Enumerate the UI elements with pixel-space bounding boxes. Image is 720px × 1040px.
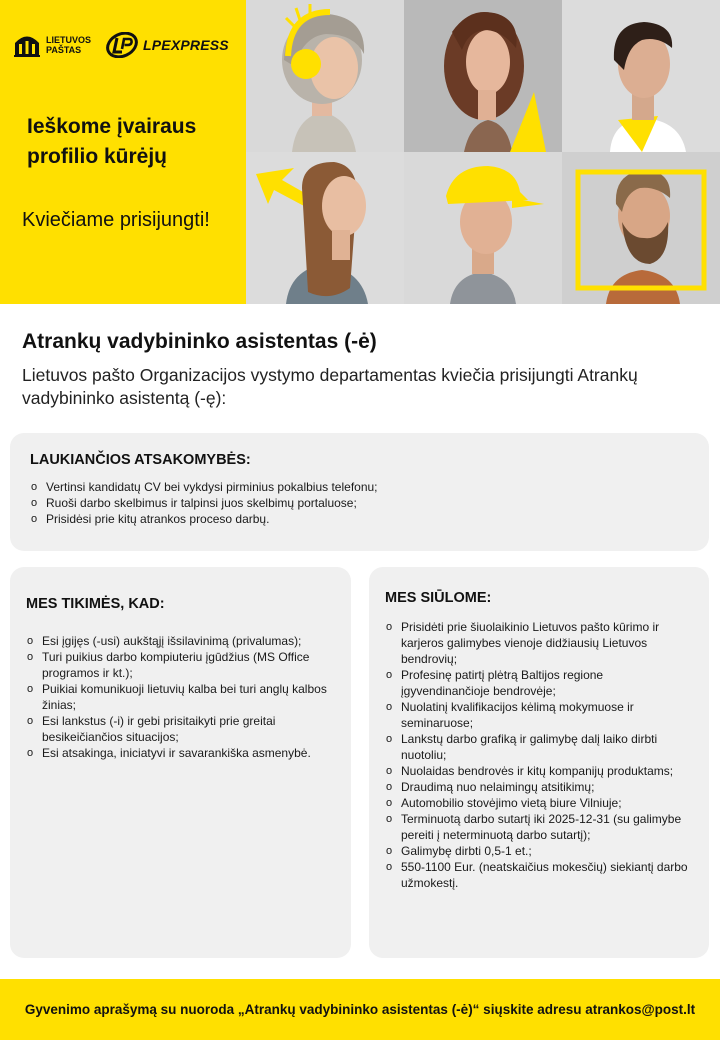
application-instructions: Gyvenimo aprašymą su nuoroda „Atrankų vadybininko asistentas (-ė)“ siųskite adresu atrankos@post.lt (24, 1002, 696, 1017)
hero-yellow-panel (0, 0, 246, 304)
photo-grid (246, 0, 720, 304)
expectations-card (10, 567, 351, 958)
photo-older-woman-headphones (246, 0, 404, 152)
photo-man-profile-collar (562, 0, 720, 152)
list-item: o Galimybę dirbti 0,5-1 et.; (385, 843, 695, 859)
offers-card (369, 567, 709, 958)
list-item: o Nuolaidas bendrovės ir kitų kompanijų produktams; (385, 763, 695, 779)
hero-title: Ieškome įvairaus profilio kūrėjų (27, 115, 197, 168)
list-item: o Profesinę patirtį plėtrą Baltijos regione įgyvendinančioje bendrovėje; (385, 667, 695, 699)
list-item: o Vertinsi kandidatų CV bei vykdysi pirminius pokalbius telefonu; (30, 479, 691, 495)
list-item: o Esi įgijęs (-usi) aukštąjį išsilavinimą (privalumas); (26, 633, 333, 649)
list-item: o Puikiai komunikuoji lietuvių kalba bei turi anglų kalbos žinias; (26, 681, 333, 713)
hero-subtitle: Kviečiame prisijungti! (22, 209, 210, 231)
photo-bearded-man-frame (562, 152, 720, 304)
photo-woman-curly-hair (404, 0, 562, 152)
list-item: o Nuolatinį kvalifikacijos kėlimą mokymuose ir seminaruose; (385, 699, 695, 731)
list-item: o Turi puikius darbo kompiuteriu įgūdžius (MS Office programos ir kt.); (26, 649, 333, 681)
post-building-icon (12, 32, 42, 58)
logo-row (12, 32, 229, 58)
expectations-list (26, 633, 333, 761)
expectations-title: MES TIKIMĖS, KAD: (26, 596, 165, 612)
list-item: o Draudimą nuo nelaimingų atsitikimų; (385, 779, 695, 795)
logo-line-1: LIETUVOS (46, 35, 92, 45)
logo-line-2: PAŠTAS (46, 45, 82, 55)
list-item: o 550-1100 Eur. (neatskaičius mokesčių) siekiantį darbo užmokestį. (385, 859, 695, 891)
lpexpress-logo-text: LPEXPRESS (143, 37, 229, 53)
photo-woman-long-hair-arrow (246, 152, 404, 304)
responsibilities-list (30, 479, 691, 527)
list-item: o Esi lankstus (-i) ir gebi prisitaikyti prie greitai besikeičiančios situacijos; (26, 713, 333, 745)
list-item: o Ruoši darbo skelbimus ir talpinsi juos skelbimų portaluose; (30, 495, 691, 511)
lp-monogram-icon (105, 32, 139, 58)
list-item: o Lankstų darbo grafiką ir galimybę dalį laiko dirbti nuotoliu; (385, 731, 695, 763)
hero-banner (0, 0, 720, 304)
footer-banner (0, 979, 720, 1040)
lietuvos-pastas-logo (12, 32, 91, 58)
responsibilities-card (10, 433, 709, 551)
lietuvos-pastas-logo-text (46, 35, 91, 55)
lpexpress-logo (105, 32, 229, 58)
offers-title: MES SIŪLOME: (385, 590, 492, 606)
photo-man-cap (404, 152, 562, 304)
list-item: o Esi atsakinga, iniciatyvi ir savarankiška asmenybė. (26, 745, 333, 761)
offers-list (385, 619, 695, 891)
list-item: o Prisidėti prie šiuolaikinio Lietuvos pašto kūrimo ir karjeros galimybes vienoje didžiausių Lietuvos bendrovių; (385, 619, 695, 667)
responsibilities-title: LAUKIANČIOS ATSAKOMYBĖS: (30, 452, 251, 468)
list-item: o Terminuotą darbo sutartį iki 2025-12-31 (su galimybe pereiti į neterminuotą darbo sutartį); (385, 811, 695, 843)
list-item: o Prisidėsi prie kitų atrankos proceso darbų. (30, 511, 691, 527)
list-item: o Automobilio stovėjimo vietą biure Vilniuje; (385, 795, 695, 811)
job-title: Atrankų vadybininko asistentas (-ė) (22, 330, 377, 353)
job-intro: Lietuvos pašto Organizacijos vystymo departamentas kviečia prisijungti Atrankų vadybininko asistentą (-ę): (22, 365, 638, 408)
